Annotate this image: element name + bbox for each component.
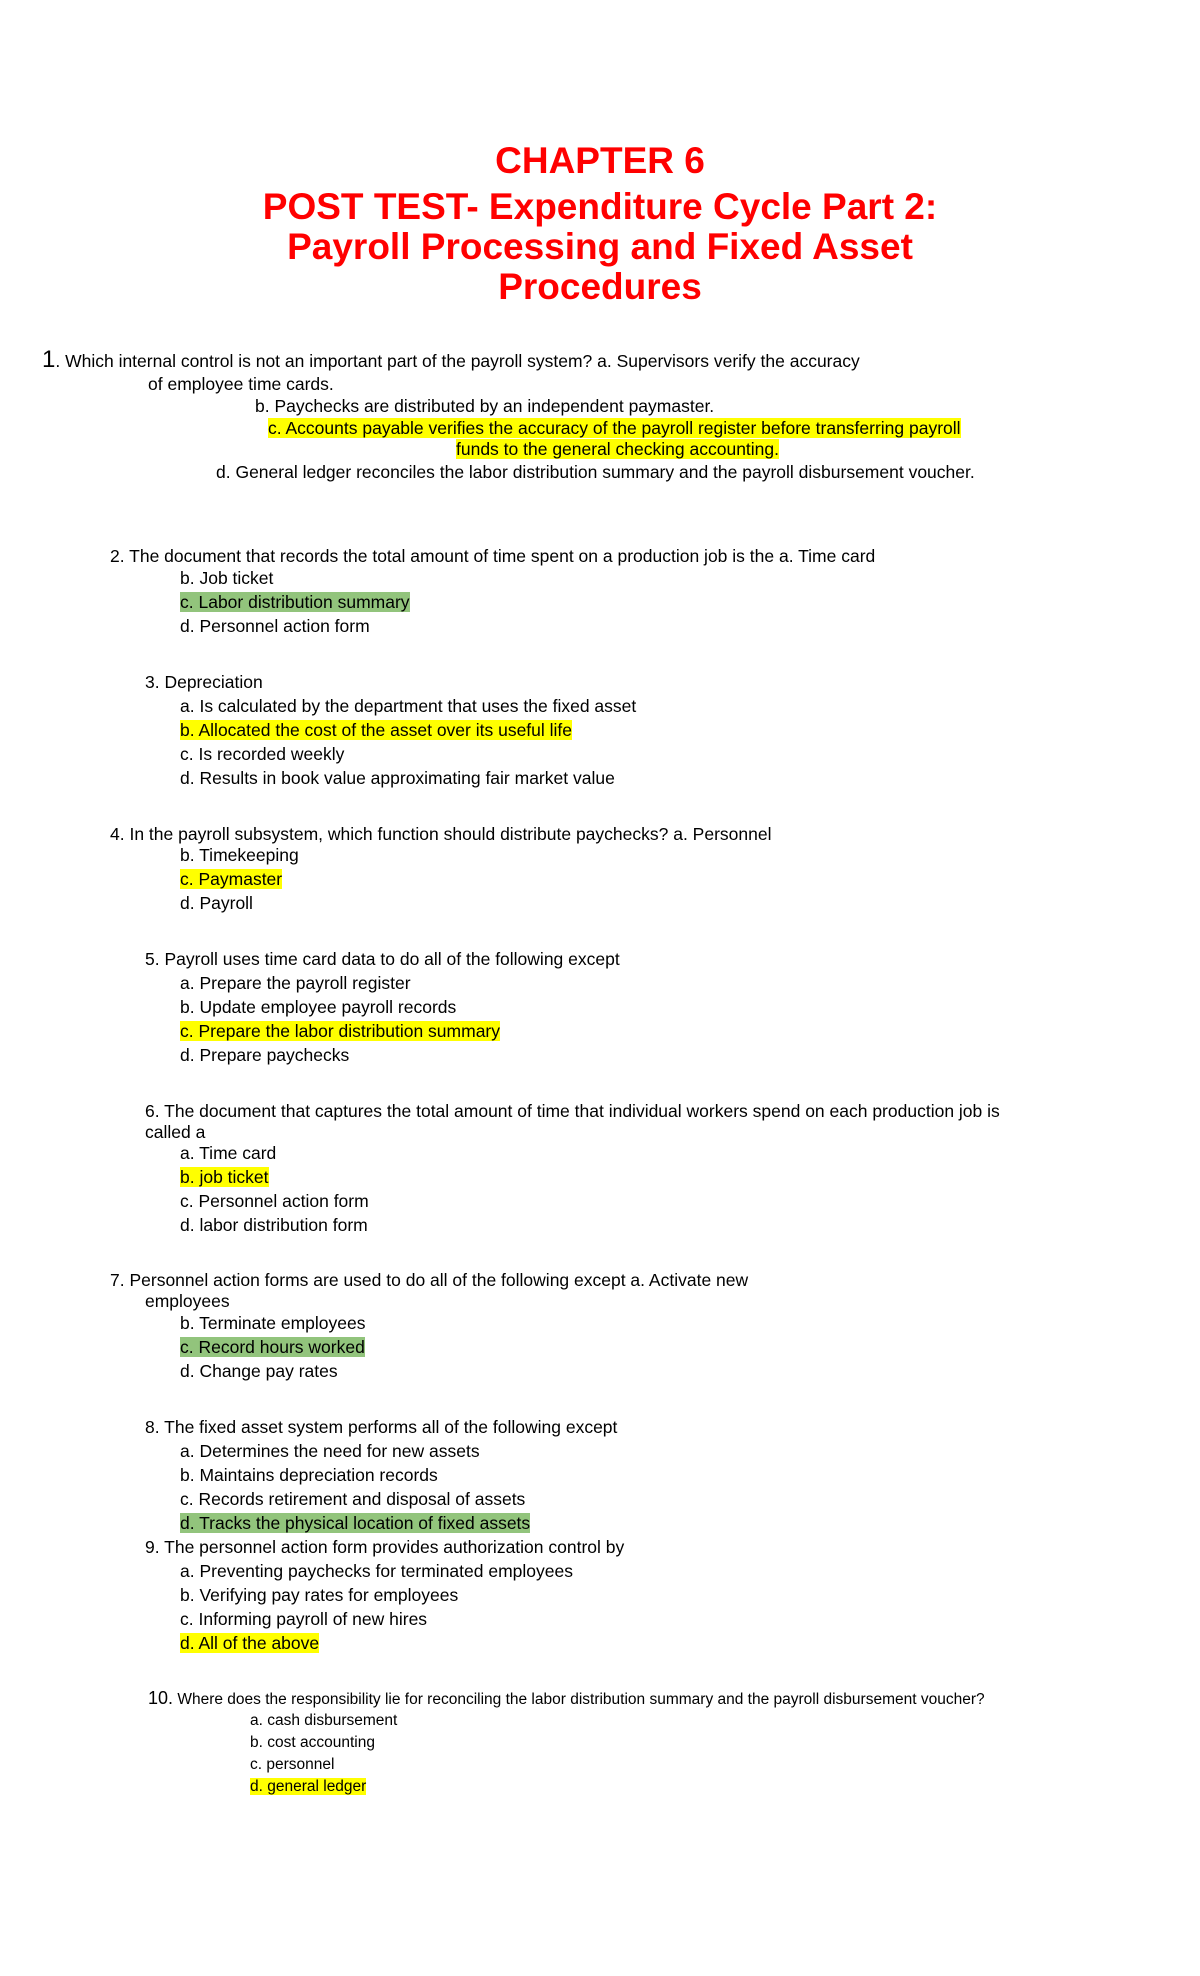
question-6-option-b	[180, 1167, 269, 1188]
question-1-continuation: of employee time cards.	[148, 374, 334, 394]
question-1-text: . Which internal control is not an important part of the payroll system? a. Supervisors verify the accuracy	[55, 351, 860, 371]
question-6-option-a: a. Time card	[180, 1143, 277, 1163]
answer-highlight: d. All of the above	[180, 1633, 320, 1653]
question-8-text: 8. The fixed asset system performs all of the following except	[145, 1417, 618, 1437]
question-10	[148, 1689, 985, 1709]
answer-highlight: funds to the general checking accounting.	[456, 439, 779, 459]
question-10-option-a: a. cash disbursement	[250, 1712, 398, 1729]
question-4-option-d: d. Payroll	[180, 893, 253, 913]
question-2-option-d: d. Personnel action form	[180, 616, 370, 636]
question-7-option-c	[180, 1337, 365, 1358]
question-1-number: 1	[42, 346, 56, 373]
page-title-line-2: Payroll Processing and Fixed Asset	[287, 226, 913, 267]
answer-highlight: d. Tracks the physical location of fixed assets	[180, 1513, 531, 1533]
question-2-option-c	[180, 592, 410, 613]
answer-highlight: c. Accounts payable verifies the accuracy of the payroll register before transferring payroll	[268, 418, 961, 438]
question-7-text: 7. Personnel action forms are used to do all of the following except a. Activate new	[110, 1270, 749, 1290]
question-2-option-b: b. Job ticket	[180, 568, 274, 588]
question-4-text: 4. In the payroll subsystem, which function should distribute paychecks? a. Personnel	[110, 824, 772, 844]
question-5-option-b: b. Update employee payroll records	[180, 997, 457, 1017]
question-9-option-d	[180, 1633, 319, 1654]
answer-highlight: c. Paymaster	[180, 869, 283, 889]
question-6-option-c: c. Personnel action form	[180, 1191, 369, 1211]
answer-highlight: c. Record hours worked	[180, 1337, 365, 1357]
question-10-number: 10.	[148, 1688, 174, 1708]
question-10-option-d	[250, 1777, 366, 1796]
question-8-option-b: b. Maintains depreciation records	[180, 1465, 438, 1485]
question-10-option-c: c. personnel	[250, 1756, 335, 1773]
question-1-option-b: b. Paychecks are distributed by an independent paymaster.	[255, 396, 715, 416]
page-title-line-3: Procedures	[498, 266, 702, 307]
question-9-option-a: a. Preventing paychecks for terminated employees	[180, 1561, 573, 1581]
question-6-text: 6. The document that captures the total amount of time that individual workers spend on each production job is	[145, 1101, 1000, 1121]
answer-highlight: b. job ticket	[180, 1167, 269, 1187]
question-9-option-c: c. Informing payroll of new hires	[180, 1609, 428, 1629]
question-10-text: Where does the responsibility lie for reconciling the labor distribution summary and the payroll disbursement voucher?	[173, 1691, 985, 1708]
question-3-option-b	[180, 720, 572, 741]
question-8-option-c: c. Records retirement and disposal of assets	[180, 1489, 526, 1509]
question-1-option-d: d. General ledger reconciles the labor distribution summary and the payroll disbursement voucher.	[216, 462, 975, 482]
question-5-text: 5. Payroll uses time card data to do all of the following except	[145, 949, 620, 969]
question-7-continuation: employees	[145, 1291, 230, 1311]
question-3-option-a: a. Is calculated by the department that uses the fixed asset	[180, 696, 637, 716]
page-title-line-1: POST TEST- Expenditure Cycle Part 2:	[262, 186, 938, 227]
answer-highlight: d. general ledger	[250, 1778, 367, 1795]
answer-highlight: c. Prepare the labor distribution summary	[180, 1021, 500, 1041]
question-3-option-d: d. Results in book value approximating fair market value	[180, 768, 615, 788]
question-7-option-d: d. Change pay rates	[180, 1361, 338, 1381]
question-1-option-c-line-2	[456, 439, 779, 460]
chapter-heading: CHAPTER 6	[495, 140, 705, 181]
answer-highlight: b. Allocated the cost of the asset over its useful life	[180, 720, 573, 740]
question-3-option-c: c. Is recorded weekly	[180, 744, 345, 764]
question-8-option-d	[180, 1513, 530, 1534]
question-1	[42, 346, 860, 373]
question-4-option-c	[180, 869, 282, 890]
question-3-text: 3. Depreciation	[145, 672, 263, 692]
question-4-option-b: b. Timekeeping	[180, 845, 299, 865]
question-6-option-d: d. labor distribution form	[180, 1215, 368, 1235]
question-9-text: 9. The personnel action form provides authorization control by	[145, 1537, 625, 1557]
question-2-text: 2. The document that records the total amount of time spent on a production job is the a. Time card	[110, 546, 876, 566]
answer-highlight: c. Labor distribution summary	[180, 592, 410, 612]
question-7-option-b: b. Terminate employees	[180, 1313, 366, 1333]
question-5-option-a: a. Prepare the payroll register	[180, 973, 411, 993]
question-6-continuation: called a	[145, 1122, 206, 1142]
question-8-option-a: a. Determines the need for new assets	[180, 1441, 480, 1461]
question-9-option-b: b. Verifying pay rates for employees	[180, 1585, 459, 1605]
question-5-option-d: d. Prepare paychecks	[180, 1045, 350, 1065]
question-5-option-c	[180, 1021, 500, 1042]
question-10-option-b: b. cost accounting	[250, 1734, 375, 1751]
question-1-option-c-line-1	[268, 418, 961, 439]
